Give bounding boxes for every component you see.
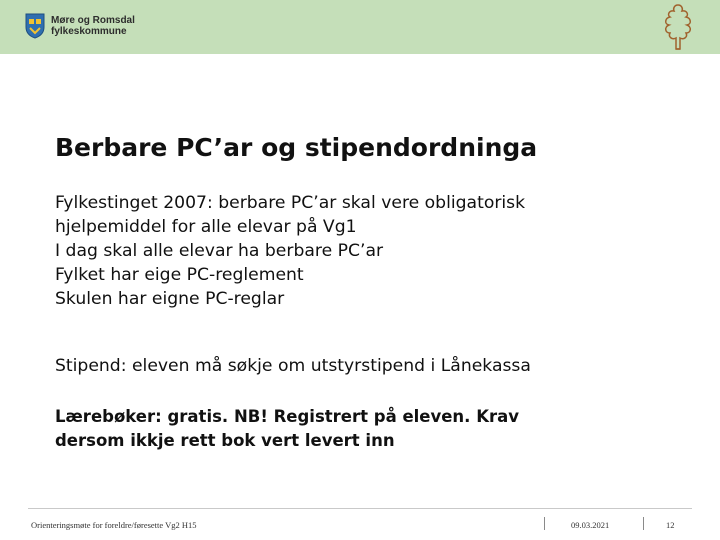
footer-separator (544, 517, 545, 530)
textbook-note (55, 405, 519, 453)
coat-of-arms-icon (25, 13, 45, 39)
bullet-line: hjelpemiddel for alle elevar på Vg1 (55, 217, 357, 237)
header-band (0, 0, 720, 54)
slide-title: Berbare PC’ar og stipendordninga (55, 133, 538, 162)
logo-line-1: Møre og Romsdal (51, 15, 135, 26)
bullet-list (55, 191, 525, 311)
logo (25, 13, 135, 39)
logo-text (51, 15, 135, 37)
bullet-line: Fylkestinget 2007: berbare PC’ar skal vere obligatorisk (55, 193, 526, 213)
footer-separator (643, 517, 644, 530)
note-line: Lærebøker: gratis. NB! Registrert på eleven. Krav (55, 407, 520, 426)
stipend-text: Stipend: eleven må søkje om utstyrstipend i Lånekassa (55, 356, 531, 376)
logo-line-2: fylkeskommune (51, 26, 127, 37)
footer-divider (28, 508, 692, 509)
footer-caption: Orienteringsmøte for foreldre/føresette Vg2 H15 (31, 520, 197, 530)
note-line: dersom ikkje rett bok vert levert inn (55, 431, 395, 450)
bullet-line: Skulen har eigne PC-reglar (55, 289, 285, 309)
bullet-line: Fylket har eige PC-reglement (55, 265, 304, 285)
tree-icon (656, 2, 700, 52)
footer-date: 09.03.2021 (571, 520, 610, 530)
page-number: 12 (666, 520, 675, 530)
bullet-line: I dag skal alle elevar ha berbare PC’ar (55, 241, 384, 261)
